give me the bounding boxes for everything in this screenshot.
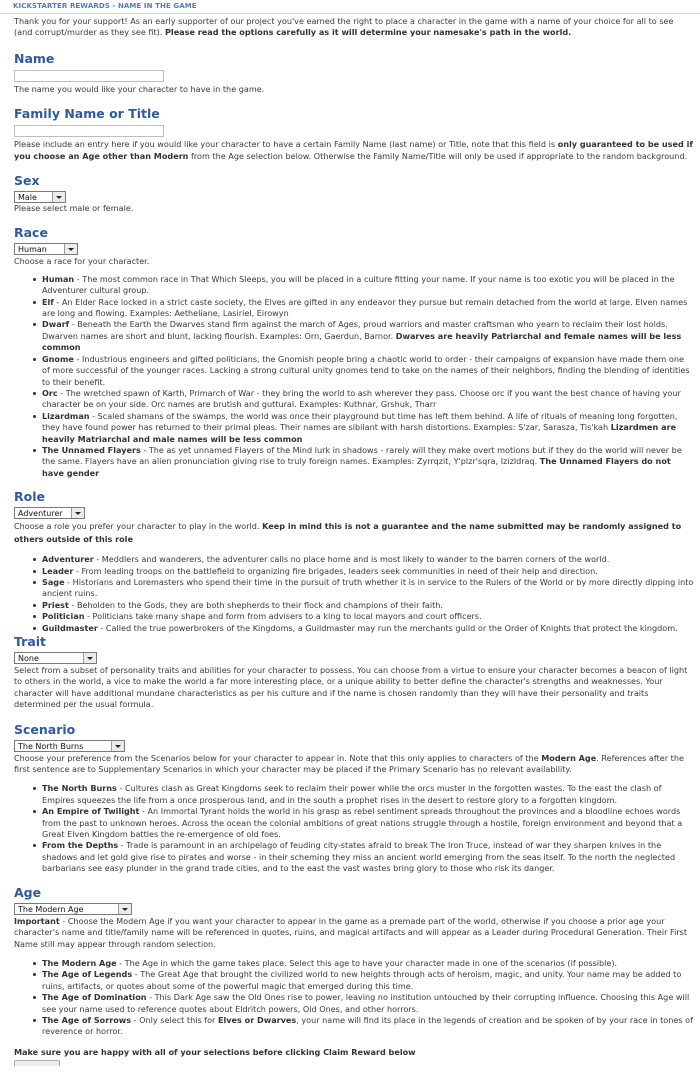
chevron-down-icon: [71, 508, 84, 518]
scenario-list: [14, 783, 694, 874]
role-heading: Role: [14, 489, 45, 505]
sex-select[interactable]: Male: [14, 191, 66, 203]
intro-text: Thank you for your support! As an early supporter of our project you've earned the right to place a character in the game with a name of your choice for all to see (and corrupt/murder as they see fit). Please read the options carefully as it will determine your namesake's path in the world.: [14, 16, 674, 38]
role-item-politician: Politician - Politicians take many shape and form from advisers to a king to local mayors and court officers.: [42, 611, 694, 622]
age-item-legends: The Age of Legends - The Great Age that brought the civilized world to new heights through acts of heroism, magic, and unity. Your name may be added to ruins, artifacts, or quotes about some of the powerful magic that emerged during this time.: [42, 969, 694, 992]
trait-select[interactable]: None: [14, 652, 97, 664]
race-item-elf: Elf - An Elder Race locked in a strict caste society, the Elves are gifted in any endeavor they pursue but remain detached from the world at large. Elven names are long and flowing. Examples: Aetheliane, Lasiriel, Eirowyn: [42, 297, 694, 320]
race-heading: Race: [14, 225, 48, 241]
role-item-guildmaster: Guildmaster - Called the true powerbrokers of the Kingdoms, a Guildmaster may run the merchants guild or the Order of Knights that protect the kingdom.: [42, 623, 694, 634]
role-item-adventurer: Adventurer - Meddlers and wanderers, the adventurer calls no place home and is most likely to wander to the barren corners of the world.: [42, 554, 694, 565]
family-help: Please include an entry here if you would like your character to have a certain Family Name (last name) or Title, note that this field is only guaranteed to be used if you choose an Age other than Modern from the Age selection below. Otherwise the Family Name/Title will only be used if appropriate to the random background.: [14, 139, 693, 161]
chevron-down-icon: [83, 653, 96, 663]
scenario-heading: Scenario: [14, 721, 76, 737]
scenario-item-from-the-depths: From the Depths - Trade is paramount in an archipelago of feuding city-states afraid to break The Iron Truce, instead of war they sharpen knives in the shadows and let gold give rise to pirates and worse - in their scheming they miss an ancient world emerging from the seas itself. To the north the neglected barbarians see easy plunder in the grand trade cities, and to the east the vast wastes bring glory to those who risk its danger.: [42, 840, 694, 874]
role-item-priest: Priest - Beholden to the Gods, they are both shepherds to their flock and champions of their faith.: [42, 600, 694, 611]
scenario-help: Choose your preference from the Scenarios below for your character to appear in. Note that this only applies to characters of the Modern Age. References after the first sentence are to Supplementary Scenarios in which your character may be placed if the Primary Scenario has no relevant availability.: [14, 752, 684, 775]
race-list: [14, 274, 694, 479]
sex-heading: Sex: [14, 173, 40, 189]
chevron-down-icon: [52, 192, 65, 202]
family-name-input[interactable]: [14, 125, 164, 137]
chevron-down-icon: [118, 904, 131, 914]
race-select[interactable]: Human: [14, 243, 78, 255]
page-header-title: KICKSTARTER REWARDS - NAME IN THE GAME: [13, 2, 197, 10]
sex-help: Please select male or female.: [14, 203, 134, 214]
race-item-orc: Orc - The wretched spawn of Karth, Primarch of War - they bring the world to ash wherever they pass. Choose orc if you want the best chance of having your character be on your side. Orc names are brutish and guttural. Examples: Kuthnar, Grshuk, Tharr: [42, 388, 694, 411]
race-item-lizardman: Lizardman - Scaled shamans of the swamps, the world was once their playground but time has left them behind. A life of rituals of meaning long forgotten, they have found power has returned to their primal pleas. Their names are sibilant with harsh distortions. Examples: S'zar, Sarasza, Tis'kah Lizardmen are heavily Matriarchal and male names will be less common: [42, 411, 694, 445]
age-item-sorrows: The Age of Sorrows - Only select this for Elves or Dwarves, your name will find its place in the legends of creation and be spoken of by your race in tones of reverence or horror.: [42, 1014, 693, 1037]
chevron-down-icon: [64, 244, 77, 254]
name-input[interactable]: [14, 70, 164, 82]
scenario-item-north-burns: The North Burns - Cultures clash as Great Kingdoms seek to reclaim their power while the orcs muster in the forgotten wastes. To the east the clash of Empires squeezes the life from a once prosperous land, and in the south a prophet rises in the desert to restore glory to a forgotten kingdom.: [42, 783, 694, 806]
scenario-item-empire-of-twilight: An Empire of Twilight - An Immortal Tyrant holds the world in his grasp as rebel sentiment spreads throughout the provinces and a bloodline echoes words from the past to unknown heroes. Across the ocean the colonial ambitions of great nations struggle through a hostile, foreign environment and beyond that a Great Elven Kingdom battles the re-emergence of old foes.: [42, 806, 694, 840]
age-list: [14, 958, 694, 1038]
footer-note: Make sure you are happy with all of your selections before clicking Claim Reward below: [14, 1046, 416, 1057]
age-item-domination: The Age of Domination - This Dark Age saw the Old Ones rise to power, leaving no institution untouched by their corrupting influence. Choosing this Age will see your name used to reference quotes about Eldritch powers, Old Ones, and other horrors.: [42, 992, 694, 1015]
race-help: Choose a race for your character.: [14, 256, 150, 267]
race-item-unnamed-flayers: The Unnamed Flayers - The as yet unnamed Flayers of the Mind lurk in shadows - rarely will they make overt motions but if they do the world will never be the same. Flayers have an alien pronunciation giving rise to truly foreign names. Examples: Zyrrqzit, Y'plzr'sqra, Izizldraq. The Unnamed Flayers do not have gender: [42, 445, 694, 479]
top-bar: [0, 0, 700, 14]
role-item-leader: Leader - From leading troops on the battlefield to organizing fire brigades, leaders seek communities in need of their help and direction.: [42, 566, 694, 577]
race-item-human: Human - The most common race in That Which Sleeps, you will be placed in a culture fitting your name. If your name is too exotic you will be placed in the Adventurer cultural group.: [42, 274, 694, 297]
chevron-down-icon: [111, 741, 124, 751]
trait-heading: Trait: [14, 634, 47, 649]
age-heading: Age: [14, 884, 42, 900]
race-item-dwarf: Dwarf - Beneath the Earth the Dwarves stand firm against the march of Ages, proud warriors and master craftsman who yearn to reclaim their lost holds. Dwarven names are short and blunt, lacking flourish. Examples: Orn, Gaerdun, Barnor. Dwarves are heavily Patriarchal and female names will be less common: [42, 319, 694, 353]
family-heading: Family Name or Title: [14, 106, 160, 122]
scenario-select[interactable]: The North Burns: [14, 740, 125, 752]
name-help: The name you would like your character to have in the game.: [14, 83, 265, 94]
age-help: Important - Choose the Modern Age if you want your character to appear in the game as a premade part of the world, otherwise if you choose a prior age your character's name and title/family name will be referenced in quotes, ruins, and magical artifacts and will appear as a Leader during Procedural Generation. Their First Name still may appear through random selection.: [14, 915, 688, 949]
claim-reward-button[interactable]: [14, 1060, 60, 1066]
reward-form: [14, 16, 694, 1066]
age-item-modern: The Modern Age - The Age in which the game takes place. Select this age to have your character made in one of the scenarios (if possible).: [42, 958, 694, 969]
role-item-sage: Sage - Historians and Loremasters who spend their time in the pursuit of truth whether it is in service to the Rulers of the World or by more directly dipping into ancient ruins.: [42, 576, 694, 599]
race-item-gnome: Gnome - Industrious engineers and gifted politicians, the Gnomish people bring a chaotic world to order - their campaigns of expansion have made them one of more successful of the younger races. Lacking a strong cultural unity gnomes tend to take on the names of their neighbors, finding the blending of identities to their benefit.: [42, 354, 694, 388]
trait-help: Select from a subset of personality traits and abilities for your character to possess. You can choose from a virtue to ensure your character becomes a beacon of light to others in the world, a vice to make the world a far more interesting place, or a unique ability to better define the character's strengths and weaknesses. Your character will have additional mundane characteristics as per his culture and if the name is chosen randomly than they will have their personality and traits determined per the usual formula.: [14, 665, 688, 710]
role-list: [14, 554, 694, 634]
role-select[interactable]: Adventurer: [14, 507, 85, 519]
age-select[interactable]: The Modern Age: [14, 903, 132, 915]
name-heading: Name: [14, 50, 55, 66]
role-help: Choose a role you prefer your character to play in the world. Keep in mind this is not a guarantee and the name submitted may be randomly assigned to others outside of this role: [14, 521, 682, 545]
